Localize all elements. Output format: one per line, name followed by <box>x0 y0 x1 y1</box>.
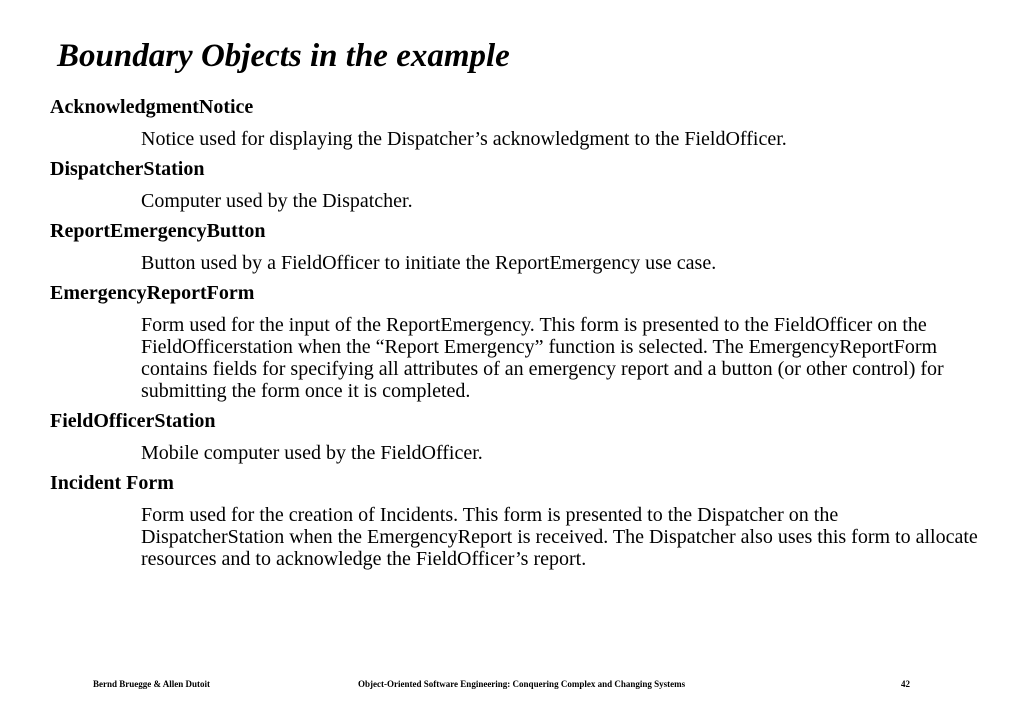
entry-dispatcher-station <box>50 158 990 212</box>
entry-term: EmergencyReportForm <box>50 282 255 304</box>
entry-emergency-report-form <box>50 282 990 402</box>
slide-title: Boundary Objects in the example <box>57 38 510 74</box>
entry-description: Mobile computer used by the FieldOfficer. <box>141 442 483 464</box>
entry-term: AcknowledgmentNotice <box>50 96 254 118</box>
entry-description: Notice used for displaying the Dispatcher’s acknowledgment to the FieldOfficer. <box>141 128 787 150</box>
boundary-object-list <box>50 96 990 578</box>
entry-term: ReportEmergencyButton <box>50 220 266 242</box>
entry-term: Incident Form <box>50 472 174 494</box>
entry-incident-form <box>50 472 990 570</box>
footer-book-title: Object-Oriented Software Engineering: Conquering Complex and Changing Systems <box>358 679 686 689</box>
entry-description: Computer used by the Dispatcher. <box>141 190 413 212</box>
footer-page-number: 42 <box>901 679 910 689</box>
entry-description: Form used for the creation of Incidents. This form is presented to the Dispatcher on the DispatcherStation when the EmergencyReport is received. The Dispatcher also uses this form to allocate resources and to acknowledge the FieldOfficer’s report. <box>141 504 978 570</box>
entry-description: Button used by a FieldOfficer to initiate the ReportEmergency use case. <box>141 252 717 274</box>
entry-term: DispatcherStation <box>50 158 205 180</box>
footer-authors: Bernd Bruegge & Allen Dutoit <box>93 679 210 689</box>
entry-report-emergency-button <box>50 220 990 274</box>
entry-field-officer-station <box>50 410 990 464</box>
entry-acknowledgment-notice <box>50 96 990 150</box>
entry-term: FieldOfficerStation <box>50 410 216 432</box>
entry-description: Form used for the input of the ReportEmergency. This form is presented to the FieldOfficer on the FieldOfficerstation when the “Report Emergency” function is selected. The EmergencyReportForm contains fields for specifying all attributes of an emergency report and a button (or other control) for submitting the form once it is completed. <box>141 314 944 402</box>
